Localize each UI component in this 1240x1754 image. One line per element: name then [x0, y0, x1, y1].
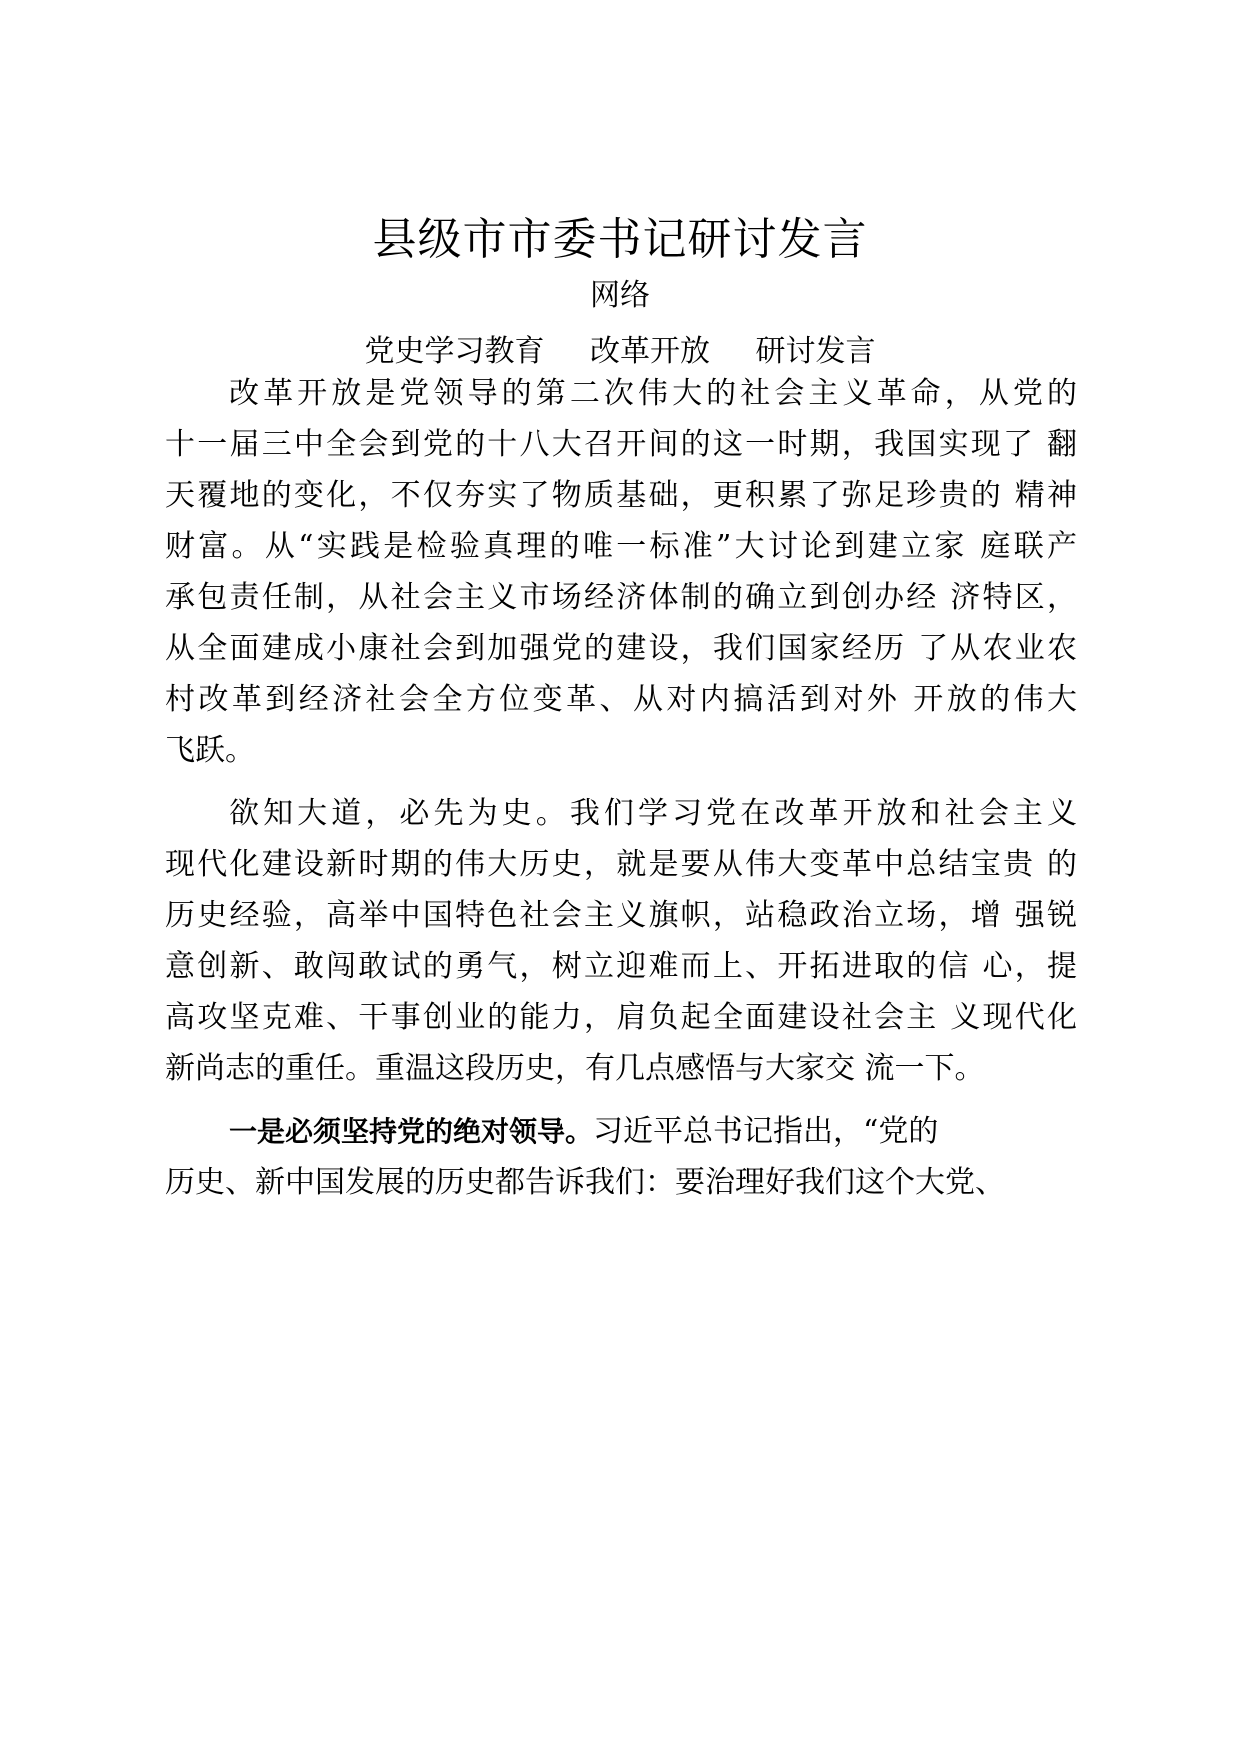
keyword: 党史学习教育: [364, 334, 545, 369]
text-line: 村改革到经济社会全方位变革、从对内搞活到对外 开放的伟大: [165, 682, 1077, 717]
text-line: 新尚志的重任。重温这段历史，有几点感悟与大家交 流一下。: [165, 1051, 985, 1086]
text-line: 欲知大道，必先为史。我们学习党在改革开放和社会主义: [229, 796, 1077, 831]
paragraph-spacer: [165, 776, 1077, 788]
text-line: 现代化建设新时期的伟大历史，就是要从伟大变革中总结宝贵 的: [165, 847, 1077, 882]
document-title: 县级市市委书记研讨发言: [372, 214, 868, 265]
document-author: 网络: [590, 278, 650, 313]
paragraph-spacer: [165, 1094, 1077, 1106]
keyword: 改革开放: [590, 334, 710, 369]
text-line: 飞跃。: [165, 733, 255, 768]
text-line: 从全面建成小康社会到加强党的建设，我们国家经历 了从农业农: [165, 631, 1077, 666]
paragraph: [165, 788, 1077, 1094]
text-line: 历史、新中国发展的历史都告诉我们：要治理好我们这个大党、: [165, 1165, 1005, 1200]
text-line: 十一届三中全会到党的十八大召开间的这一时期，我国实现了 翻: [165, 427, 1077, 462]
paragraph: [165, 368, 1077, 776]
paragraph: [165, 1106, 1077, 1208]
text-line: 改革开放是党领导的第二次伟大的社会主义革命，从党的: [229, 376, 1077, 411]
text-line: 意创新、敢闯敢试的勇气，树立迎难而上、开拓进取的信 心，提: [165, 949, 1077, 984]
bold-lead-sentence: 一是必须坚持党的绝对领导。: [229, 1115, 594, 1148]
text-line: 天覆地的变化，不仅夯实了物质基础，更积累了弥足珍贵的 精神: [165, 478, 1077, 513]
text-line: 高攻坚克难、干事创业的能力，肩负起全面建设社会主 义现代化: [165, 1000, 1077, 1035]
document-body: [165, 368, 1077, 1208]
text-line: 历史经验，高举中国特色社会主义旗帜，站稳政治立场，增 强锐: [165, 898, 1077, 933]
text-run: 习近平总书记指出，“党的: [593, 1114, 939, 1149]
keyword: 研讨发言: [755, 334, 876, 369]
text-line: 财富。从“实践是检验真理的唯一标准”大讨论到建立家 庭联产: [165, 529, 1077, 564]
text-line: [165, 1106, 1077, 1157]
text-line: 承包责任制，从社会主义市场经济体制的确立到创办经 济特区，: [165, 580, 1077, 615]
document-keywords: [0, 332, 1240, 372]
